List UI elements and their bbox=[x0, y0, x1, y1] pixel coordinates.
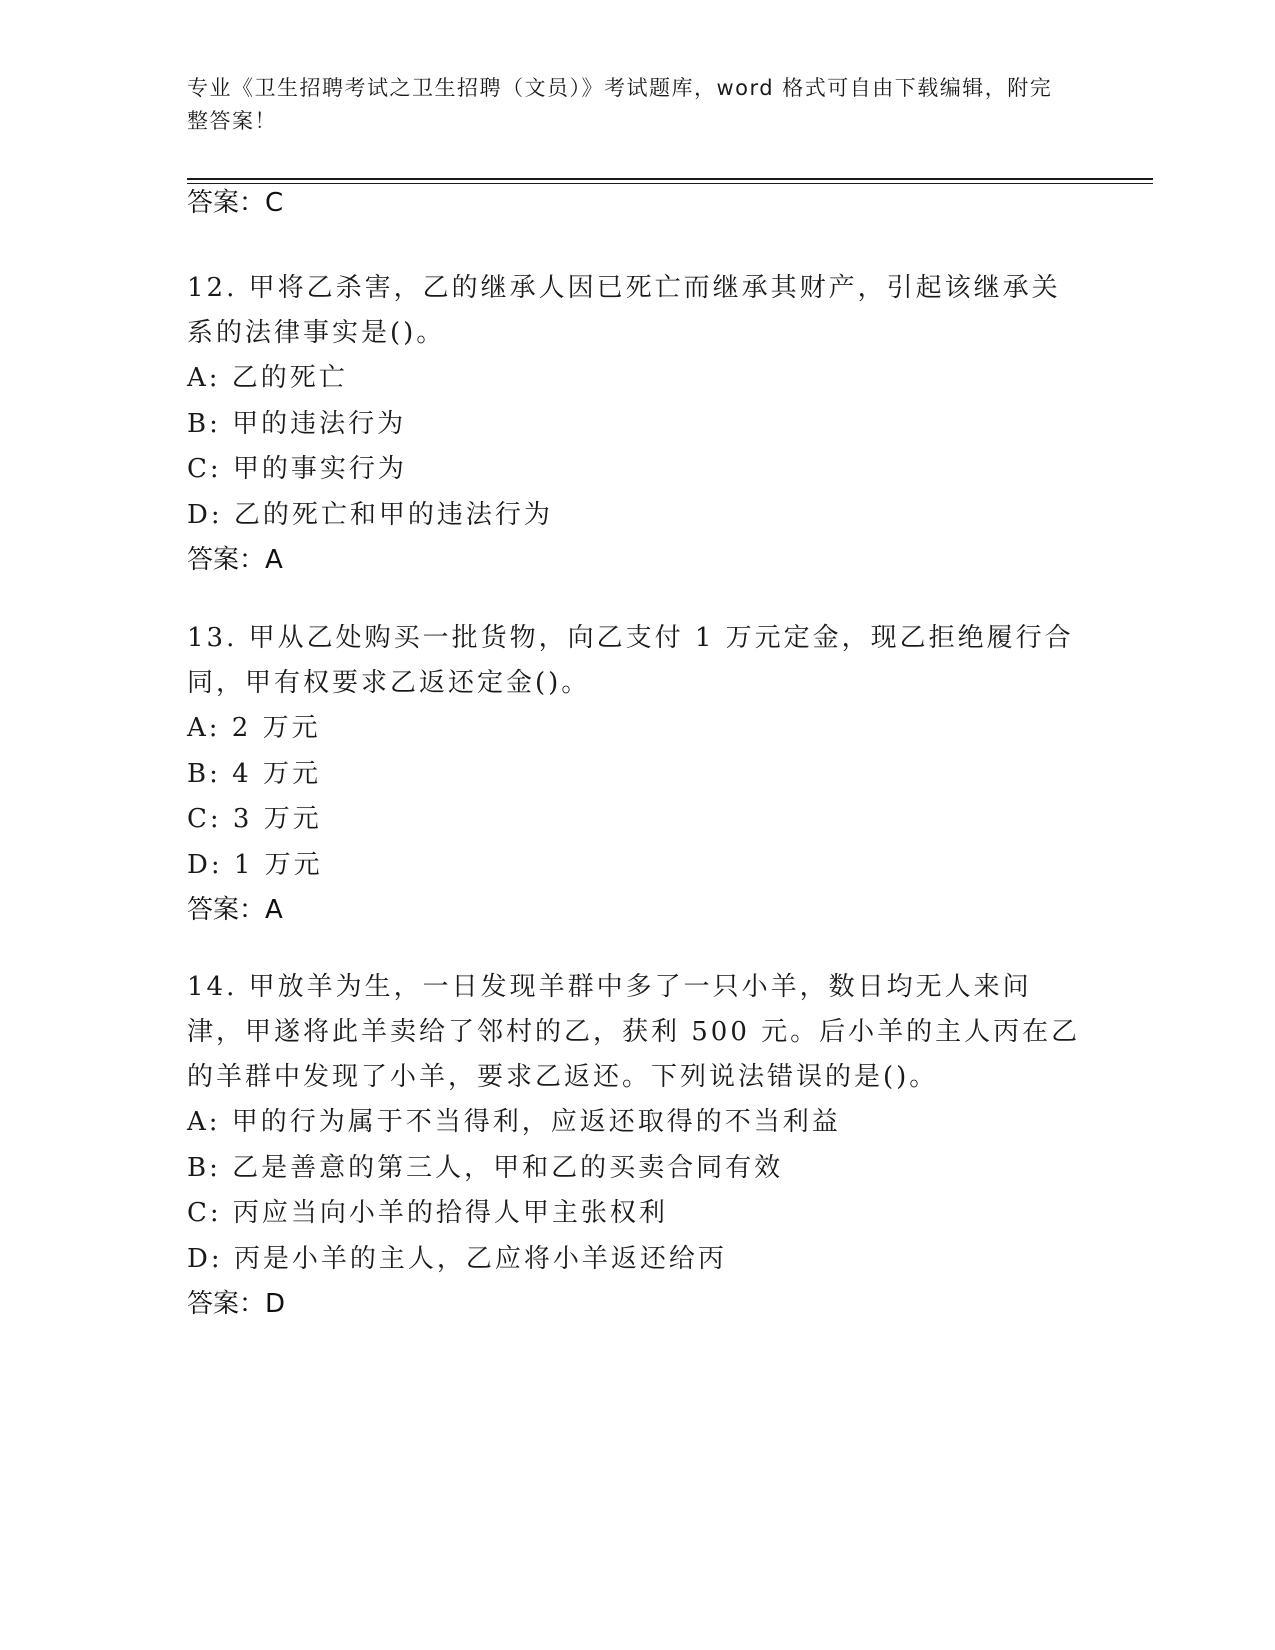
question-14 bbox=[187, 965, 1087, 1319]
header-divider-thick bbox=[187, 178, 1153, 180]
answer-label: 答案：A bbox=[187, 545, 283, 575]
option-b: B: 乙是善意的第三人，甲和乙的买卖合同有效 bbox=[187, 1152, 784, 1183]
option-a: A: 甲的行为属于不当得利，应返还取得的不当利益 bbox=[187, 1107, 841, 1137]
option-c: C: 3 万元 bbox=[187, 804, 322, 834]
page-header: 专业《卫生招聘考试之卫生招聘（文员）》考试题库，word 格式可自由下载编辑，附完整答案！ bbox=[187, 76, 1053, 133]
option-b: B: 4 万元 bbox=[187, 758, 321, 789]
option-b: B: 甲的违法行为 bbox=[187, 408, 407, 439]
answer-label: 答案：C bbox=[187, 188, 284, 218]
question-text: 12. 甲将乙杀害，乙的继承人因已死亡而继承其财产，引起该继承关系的法律事实是()。 bbox=[187, 273, 1061, 348]
question-13 bbox=[187, 616, 1087, 925]
option-d: D: 乙的死亡和甲的违法行为 bbox=[187, 499, 553, 530]
option-a: A: 2 万元 bbox=[187, 713, 321, 743]
option-c: C: 甲的事实行为 bbox=[187, 454, 407, 484]
option-d: D: 1 万元 bbox=[187, 849, 323, 880]
header-divider-thin bbox=[187, 183, 1153, 184]
question-12 bbox=[187, 266, 1087, 575]
question-text: 14. 甲放羊为生，一日发现羊群中多了一只小羊，数日均无人来问津，甲遂将此羊卖给了邻村的乙，获利 500 元。后小羊的主人丙在乙的羊群中发现了小羊，要求乙返还。下列说法错误的是()。 bbox=[187, 972, 1081, 1092]
option-c: C: 丙应当向小羊的拾得人甲主张权利 bbox=[187, 1198, 668, 1228]
question-text: 13. 甲从乙处购买一批货物，向乙支付 1 万元定金，现乙拒绝履行合同，甲有权要求乙返还定金()。 bbox=[187, 623, 1074, 698]
option-a: A: 乙的死亡 bbox=[187, 363, 348, 393]
option-d: D: 丙是小羊的主人，乙应将小羊返还给丙 bbox=[187, 1243, 727, 1274]
answer-label: 答案：A bbox=[187, 895, 283, 925]
answer-label: 答案：D bbox=[187, 1289, 286, 1319]
